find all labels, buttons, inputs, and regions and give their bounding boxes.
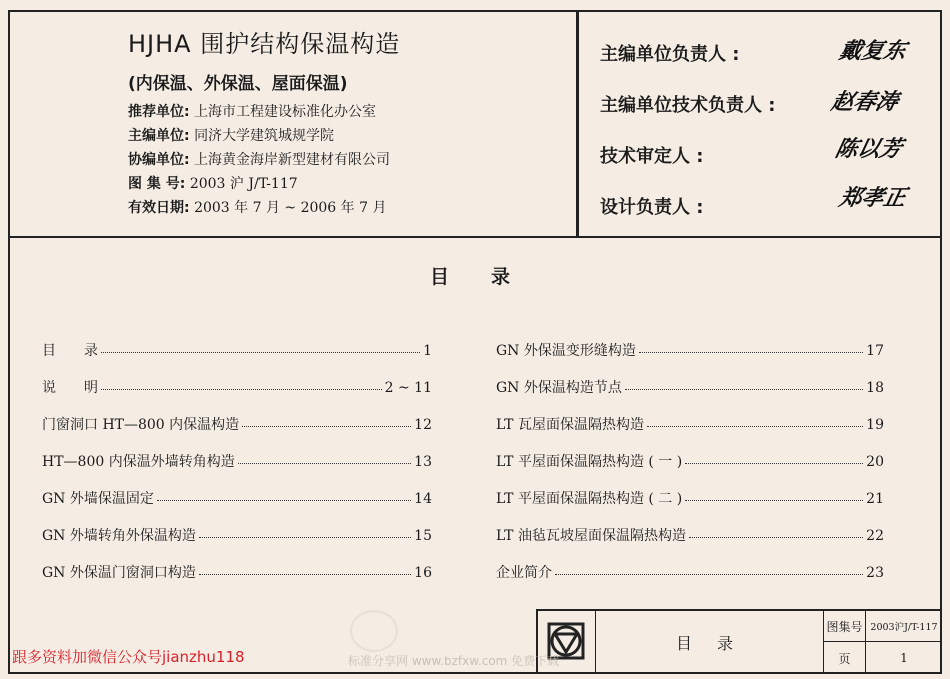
toc-entry-page: 14: [414, 491, 432, 507]
atlas-number-value: 2003沪J/T-117: [866, 611, 942, 642]
header-info: [128, 24, 568, 220]
page-number: 1: [900, 651, 908, 665]
leader-dots: [639, 352, 863, 353]
info-row-recommender: [128, 100, 568, 124]
leader-dots: [689, 537, 863, 538]
toc-entry: [42, 340, 432, 377]
sign-row-chief-unit: [600, 40, 940, 91]
toc-entry-name: LT 油毡瓦坡屋面保温隔热构造: [496, 528, 686, 544]
info-label: 有效日期:: [128, 200, 190, 216]
handwritten-signature: 戴复东: [836, 38, 909, 64]
toc-entry: [496, 377, 884, 414]
toc-entry-name: GN 外墙保温固定: [42, 491, 154, 507]
info-value: 2003 沪 J/T-117: [189, 176, 298, 192]
toc-entry-name: 说 明: [42, 380, 98, 396]
footer-grid: [824, 611, 942, 674]
toc-entry-page: 16: [414, 565, 432, 581]
toc-entry: [496, 525, 884, 562]
toc-entry-name: HT—800 内保温外墙转角构造: [42, 454, 235, 470]
toc-entry-page: 12: [414, 417, 432, 433]
toc-entry: [496, 414, 884, 451]
sign-label: 设计负责人 :: [600, 197, 704, 218]
leader-dots: [647, 426, 863, 427]
info-value: 上海黄金海岸新型建材有限公司: [194, 152, 391, 168]
atlas-title: HJHA 围护结构保温构造: [128, 30, 401, 58]
toc-entry: [42, 488, 432, 525]
info-label: 主编单位:: [128, 128, 190, 144]
leader-dots: [238, 463, 411, 464]
toc-left-column: [42, 340, 432, 599]
toc-entry: [496, 562, 884, 599]
info-row-valid-date: [128, 196, 568, 220]
leader-dots: [101, 352, 420, 353]
toc-heading-char: 目: [430, 266, 452, 288]
leader-dots: [157, 500, 411, 501]
faint-watermark: 标准分享网 www.bzfxw.com 免费下载: [348, 654, 560, 668]
header-divider: [576, 10, 579, 238]
toc-entry-page: 23: [866, 565, 884, 581]
toc-entry-name: 目 录: [42, 343, 98, 359]
toc-right-column: [496, 340, 884, 599]
footer-title: 目 录: [596, 611, 824, 674]
background-stamp: [350, 610, 398, 652]
info-row-atlas-number: [128, 172, 568, 196]
handwritten-signature: 郑孝正: [836, 185, 909, 211]
leader-dots: [685, 463, 863, 464]
toc-entry: [42, 414, 432, 451]
toc-entry: [496, 488, 884, 525]
handwritten-signature: 赵春涛: [828, 89, 901, 115]
handwritten-signature: 陈以芳: [832, 136, 905, 162]
toc-entry-page: 17: [866, 343, 884, 359]
toc-entry-page: 15: [414, 528, 432, 544]
toc-entry: [42, 451, 432, 488]
toc-entry-page: 13: [414, 454, 432, 470]
toc-entry-page: 18: [866, 380, 884, 396]
page-label: 页: [824, 642, 866, 674]
toc-entry-name: LT 平屋面保温隔热构造 ( 二 ): [496, 491, 683, 507]
toc-entry-name: GN 外保温门窗洞口构造: [42, 565, 196, 581]
info-label: 图 集 号:: [128, 176, 186, 192]
leader-dots: [199, 574, 411, 575]
toc-entry: [42, 562, 432, 599]
red-watermark: 跟多资料加微信公众号jianzhu118: [12, 648, 245, 666]
sign-label: 主编单位技术负责人 :: [600, 95, 776, 116]
toc-heading-char: 录: [491, 266, 513, 288]
toc-entry-name: 企业简介: [496, 565, 552, 581]
toc-entry: [42, 377, 432, 414]
toc-entry-name: GN 外保温变形缝构造: [496, 343, 636, 359]
toc-entry-page: 19: [866, 417, 884, 433]
toc-entry-name: LT 平屋面保温隔热构造 ( 一 ): [496, 454, 683, 470]
info-row-chief-editor: [128, 124, 568, 148]
toc-entry-page: 20: [866, 454, 884, 470]
leader-dots: [101, 389, 382, 390]
toc-entry: [42, 525, 432, 562]
info-value: 同济大学建筑城规学院: [194, 128, 335, 144]
toc-entry-page: 1: [423, 343, 432, 359]
toc-heading: [430, 262, 512, 289]
toc-entry-name: 门窗洞口 HT—800 内保温构造: [42, 417, 240, 433]
info-value: 2003 年 7 月 ~ 2006 年 7 月: [194, 200, 387, 216]
toc-entry-page: 21: [866, 491, 884, 507]
toc-entry: [496, 451, 884, 488]
info-label: 推荐单位:: [128, 104, 190, 120]
title-block: [536, 609, 942, 674]
sign-row-designer: [600, 185, 940, 244]
leader-dots: [555, 574, 863, 575]
info-row-co-editor: [128, 148, 568, 172]
sign-label: 主编单位负责人 :: [600, 44, 740, 65]
toc-entry-name: LT 瓦屋面保温隔热构造: [496, 417, 644, 433]
toc-entry-page: 2 ~ 11: [384, 380, 432, 396]
leader-dots: [199, 537, 411, 538]
info-label: 协编单位:: [128, 152, 190, 168]
info-value: 上海市工程建设标准化办公室: [194, 104, 377, 120]
toc-entry-page: 22: [866, 528, 884, 544]
sign-label: 技术审定人 :: [600, 146, 704, 167]
atlas-number-label: 图集号: [824, 611, 866, 642]
atlas-subtitle: (内保温、外保温、屋面保温): [128, 74, 348, 94]
toc-entry-name: GN 外墙转角外保温构造: [42, 528, 196, 544]
signature-block: [600, 40, 940, 244]
toc-entry: [496, 340, 884, 377]
leader-dots: [242, 426, 411, 427]
leader-dots: [625, 389, 863, 390]
leader-dots: [685, 500, 863, 501]
toc-entry-name: GN 外保温构造节点: [496, 380, 622, 396]
